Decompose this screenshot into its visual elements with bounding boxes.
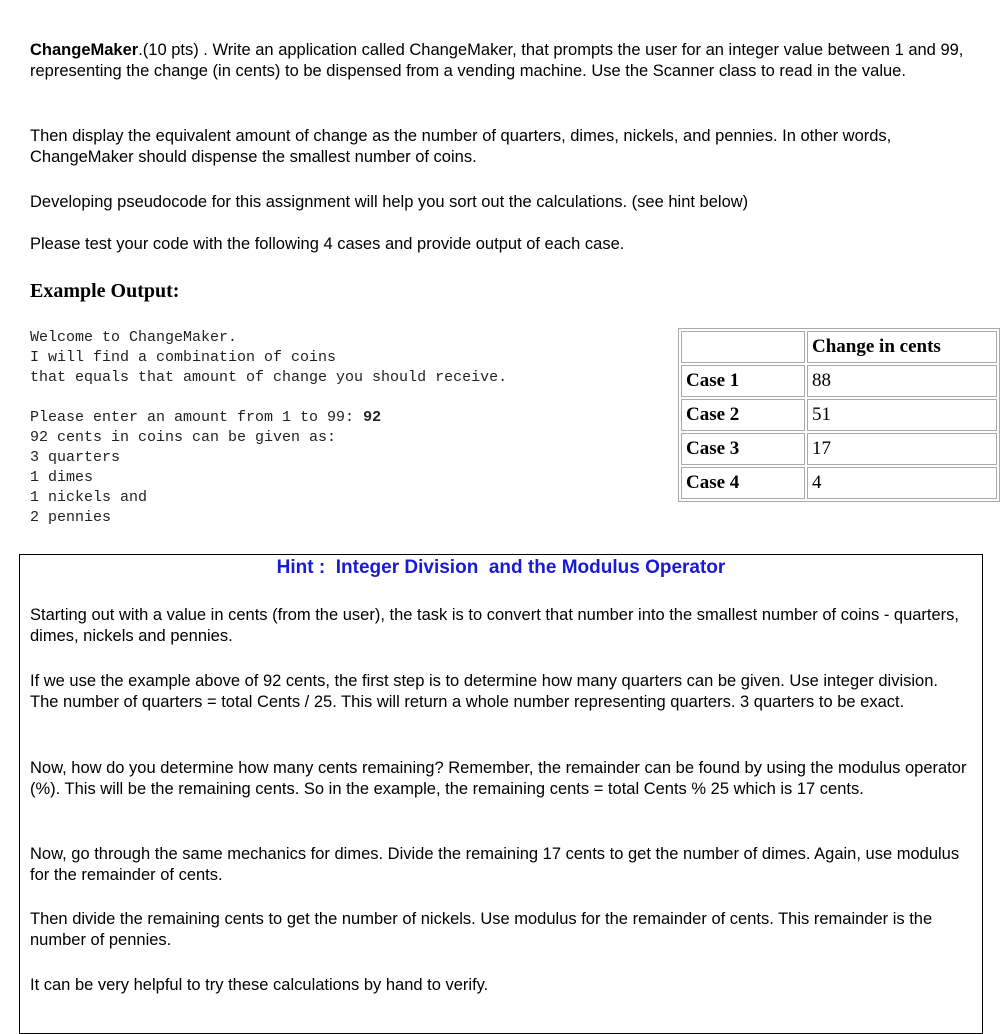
console-line: 1 nickels and xyxy=(30,489,148,506)
assignment-intro xyxy=(30,40,990,82)
case-value: 17 xyxy=(807,433,997,465)
case-label: Case 2 xyxy=(681,399,805,431)
test-cases-note: Please test your code with the following 4 cases and provide output of each case. xyxy=(30,235,625,253)
case-label: Case 4 xyxy=(681,467,805,499)
pseudocode-note: Developing pseudocode for this assignment will help you sort out the calculations. (see hint below) xyxy=(30,193,749,211)
example-output-heading: Example Output: xyxy=(30,280,180,302)
case-label: Case 3 xyxy=(681,433,805,465)
hint-box xyxy=(19,554,983,1034)
hint-paragraph: Then divide the remaining cents to get the number of nickels. Use modulus for the remainder of cents. This remainder is the number of pennies. xyxy=(30,910,933,949)
hint-title: Hint : Integer Division and the Modulus Operator xyxy=(276,557,726,578)
console-line: 3 quarters xyxy=(30,449,121,466)
table-row xyxy=(681,467,997,499)
table-row xyxy=(681,433,997,465)
table-header-change: Change in cents xyxy=(807,331,997,363)
display-instructions: Then display the equivalent amount of change as the number of quarters, dimes, nickels, and pennies. In other words, ChangeMaker should dispense the smallest number of coins. xyxy=(30,127,892,166)
table-corner-cell xyxy=(681,331,805,363)
console-prompt: Please enter an amount from 1 to 99: xyxy=(30,409,364,426)
hint-paragraph: It can be very helpful to try these calculations by hand to verify. xyxy=(30,976,489,994)
hint-paragraph: Now, how do you determine how many cents remaining? Remember, the remainder can be found by using the modulus operator (%). This will be the remaining cents. So in the example, the remaining cents = total Cents % 25 which is 17 cents. xyxy=(30,759,967,798)
example-console-output xyxy=(30,328,507,528)
console-line: Welcome to ChangeMaker. xyxy=(30,329,238,346)
case-value: 51 xyxy=(807,399,997,431)
table-header-row xyxy=(681,331,997,363)
console-prompt-line xyxy=(30,408,507,428)
console-line: 1 dimes xyxy=(30,469,94,486)
console-line: 92 cents in coins can be given as: xyxy=(30,429,337,446)
console-line: 2 pennies xyxy=(30,509,112,526)
case-label: Case 1 xyxy=(681,365,805,397)
case-value: 4 xyxy=(807,467,997,499)
assignment-title: ChangeMaker xyxy=(30,41,139,59)
table-row xyxy=(681,399,997,431)
case-value: 88 xyxy=(807,365,997,397)
console-line: I will find a combination of coins xyxy=(30,349,337,366)
console-line: that equals that amount of change you should receive. xyxy=(30,369,508,386)
test-cases-table xyxy=(678,328,1000,502)
hint-paragraph: Now, go through the same mechanics for dimes. Divide the remaining 17 cents to get the number of dimes. Again, use modulus for the remainder of cents. xyxy=(30,845,960,884)
table-row xyxy=(681,365,997,397)
hint-paragraph: Starting out with a value in cents (from the user), the task is to convert that number into the smallest number of coins - quarters, dimes, nickels and pennies. xyxy=(30,606,960,645)
assignment-description: .(10 pts) . Write an application called ChangeMaker, that prompts the user for an integer value between 1 and 99, representing the change (in cents) to be dispensed from a vending machine. Use the Scanner class to read in the value. xyxy=(30,41,964,80)
hint-paragraph: If we use the example above of 92 cents, the first step is to determine how many quarters can be given. Use integer division. The number of quarters = total Cents / 25. This will return a whole number representing quarters. 3 quarters to be exact. xyxy=(30,672,938,711)
console-input-value: 92 xyxy=(363,409,382,426)
